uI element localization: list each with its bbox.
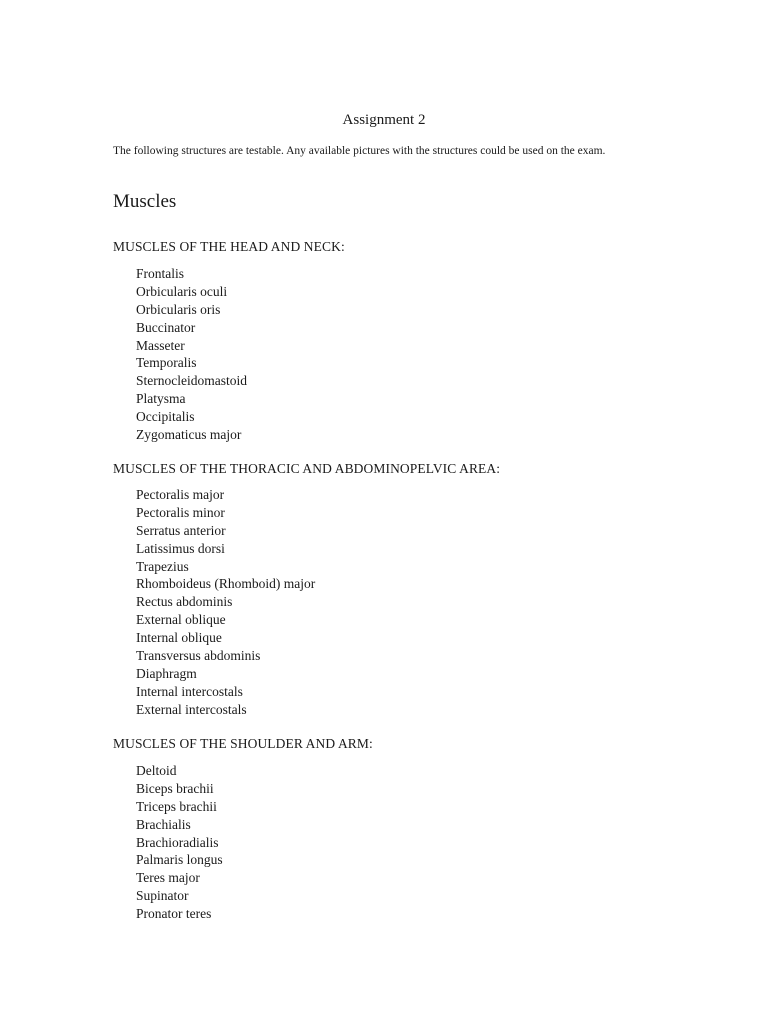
document-title: Assignment 2 [342, 112, 426, 128]
list-item: Brachialis [136, 816, 191, 832]
muscle-list [113, 265, 673, 444]
section-heading: Muscles [113, 191, 177, 212]
list-item: Latissimus dorsi [136, 540, 225, 556]
list-item: Zygomaticus major [136, 427, 242, 443]
list-item: Pectoralis minor [136, 504, 225, 520]
list-item: Frontalis [136, 266, 185, 281]
list-item: Internal oblique [136, 630, 222, 646]
list-item: Orbicularis oculi [136, 283, 228, 299]
list-item: Teres major [136, 870, 200, 886]
list-item: Triceps brachii [136, 798, 217, 814]
list-item: Brachioradialis [136, 834, 219, 850]
muscle-list [113, 486, 673, 719]
muscle-list [113, 762, 673, 923]
list-item: Orbicularis oris [136, 301, 221, 317]
list-item: Supinator [136, 888, 189, 904]
muscle-group-shoulder-arm [113, 735, 673, 923]
list-item: Palmaris longus [136, 852, 223, 868]
group-title: MUSCLES OF THE SHOULDER AND ARM: [113, 736, 373, 751]
group-title: MUSCLES OF THE THORACIC AND ABDOMINOPELVIC AREA: [113, 461, 501, 476]
list-item: Rectus abdominis [136, 594, 233, 610]
list-item: Pectoralis major [136, 487, 225, 502]
list-item: Deltoid [136, 763, 177, 778]
list-item: External oblique [136, 612, 226, 628]
list-item: Temporalis [136, 355, 197, 371]
list-item: Occipitalis [136, 409, 195, 425]
muscle-group-head-neck [113, 238, 673, 444]
list-item: Transversus abdominis [136, 648, 261, 664]
list-item: Sternocleidomastoid [136, 373, 247, 389]
list-item: Internal intercostals [136, 683, 243, 699]
list-item: Serratus anterior [136, 522, 226, 538]
list-item: Platysma [136, 391, 186, 407]
list-item: Rhomboideus (Rhomboid) major [136, 576, 316, 592]
list-item: Diaphragm [136, 665, 197, 681]
list-item: Masseter [136, 337, 185, 353]
muscle-group-thoracic-abdominopelvic [113, 460, 673, 719]
intro-paragraph: The following structures are testable. Any available pictures with the structures could be used on the exam. [113, 145, 606, 157]
list-item: Pronator teres [136, 906, 212, 922]
list-item: External intercostals [136, 701, 247, 717]
list-item: Buccinator [136, 319, 196, 335]
list-item: Biceps brachii [136, 780, 214, 796]
group-title: MUSCLES OF THE HEAD AND NECK: [113, 239, 345, 254]
list-item: Trapezius [136, 558, 189, 574]
